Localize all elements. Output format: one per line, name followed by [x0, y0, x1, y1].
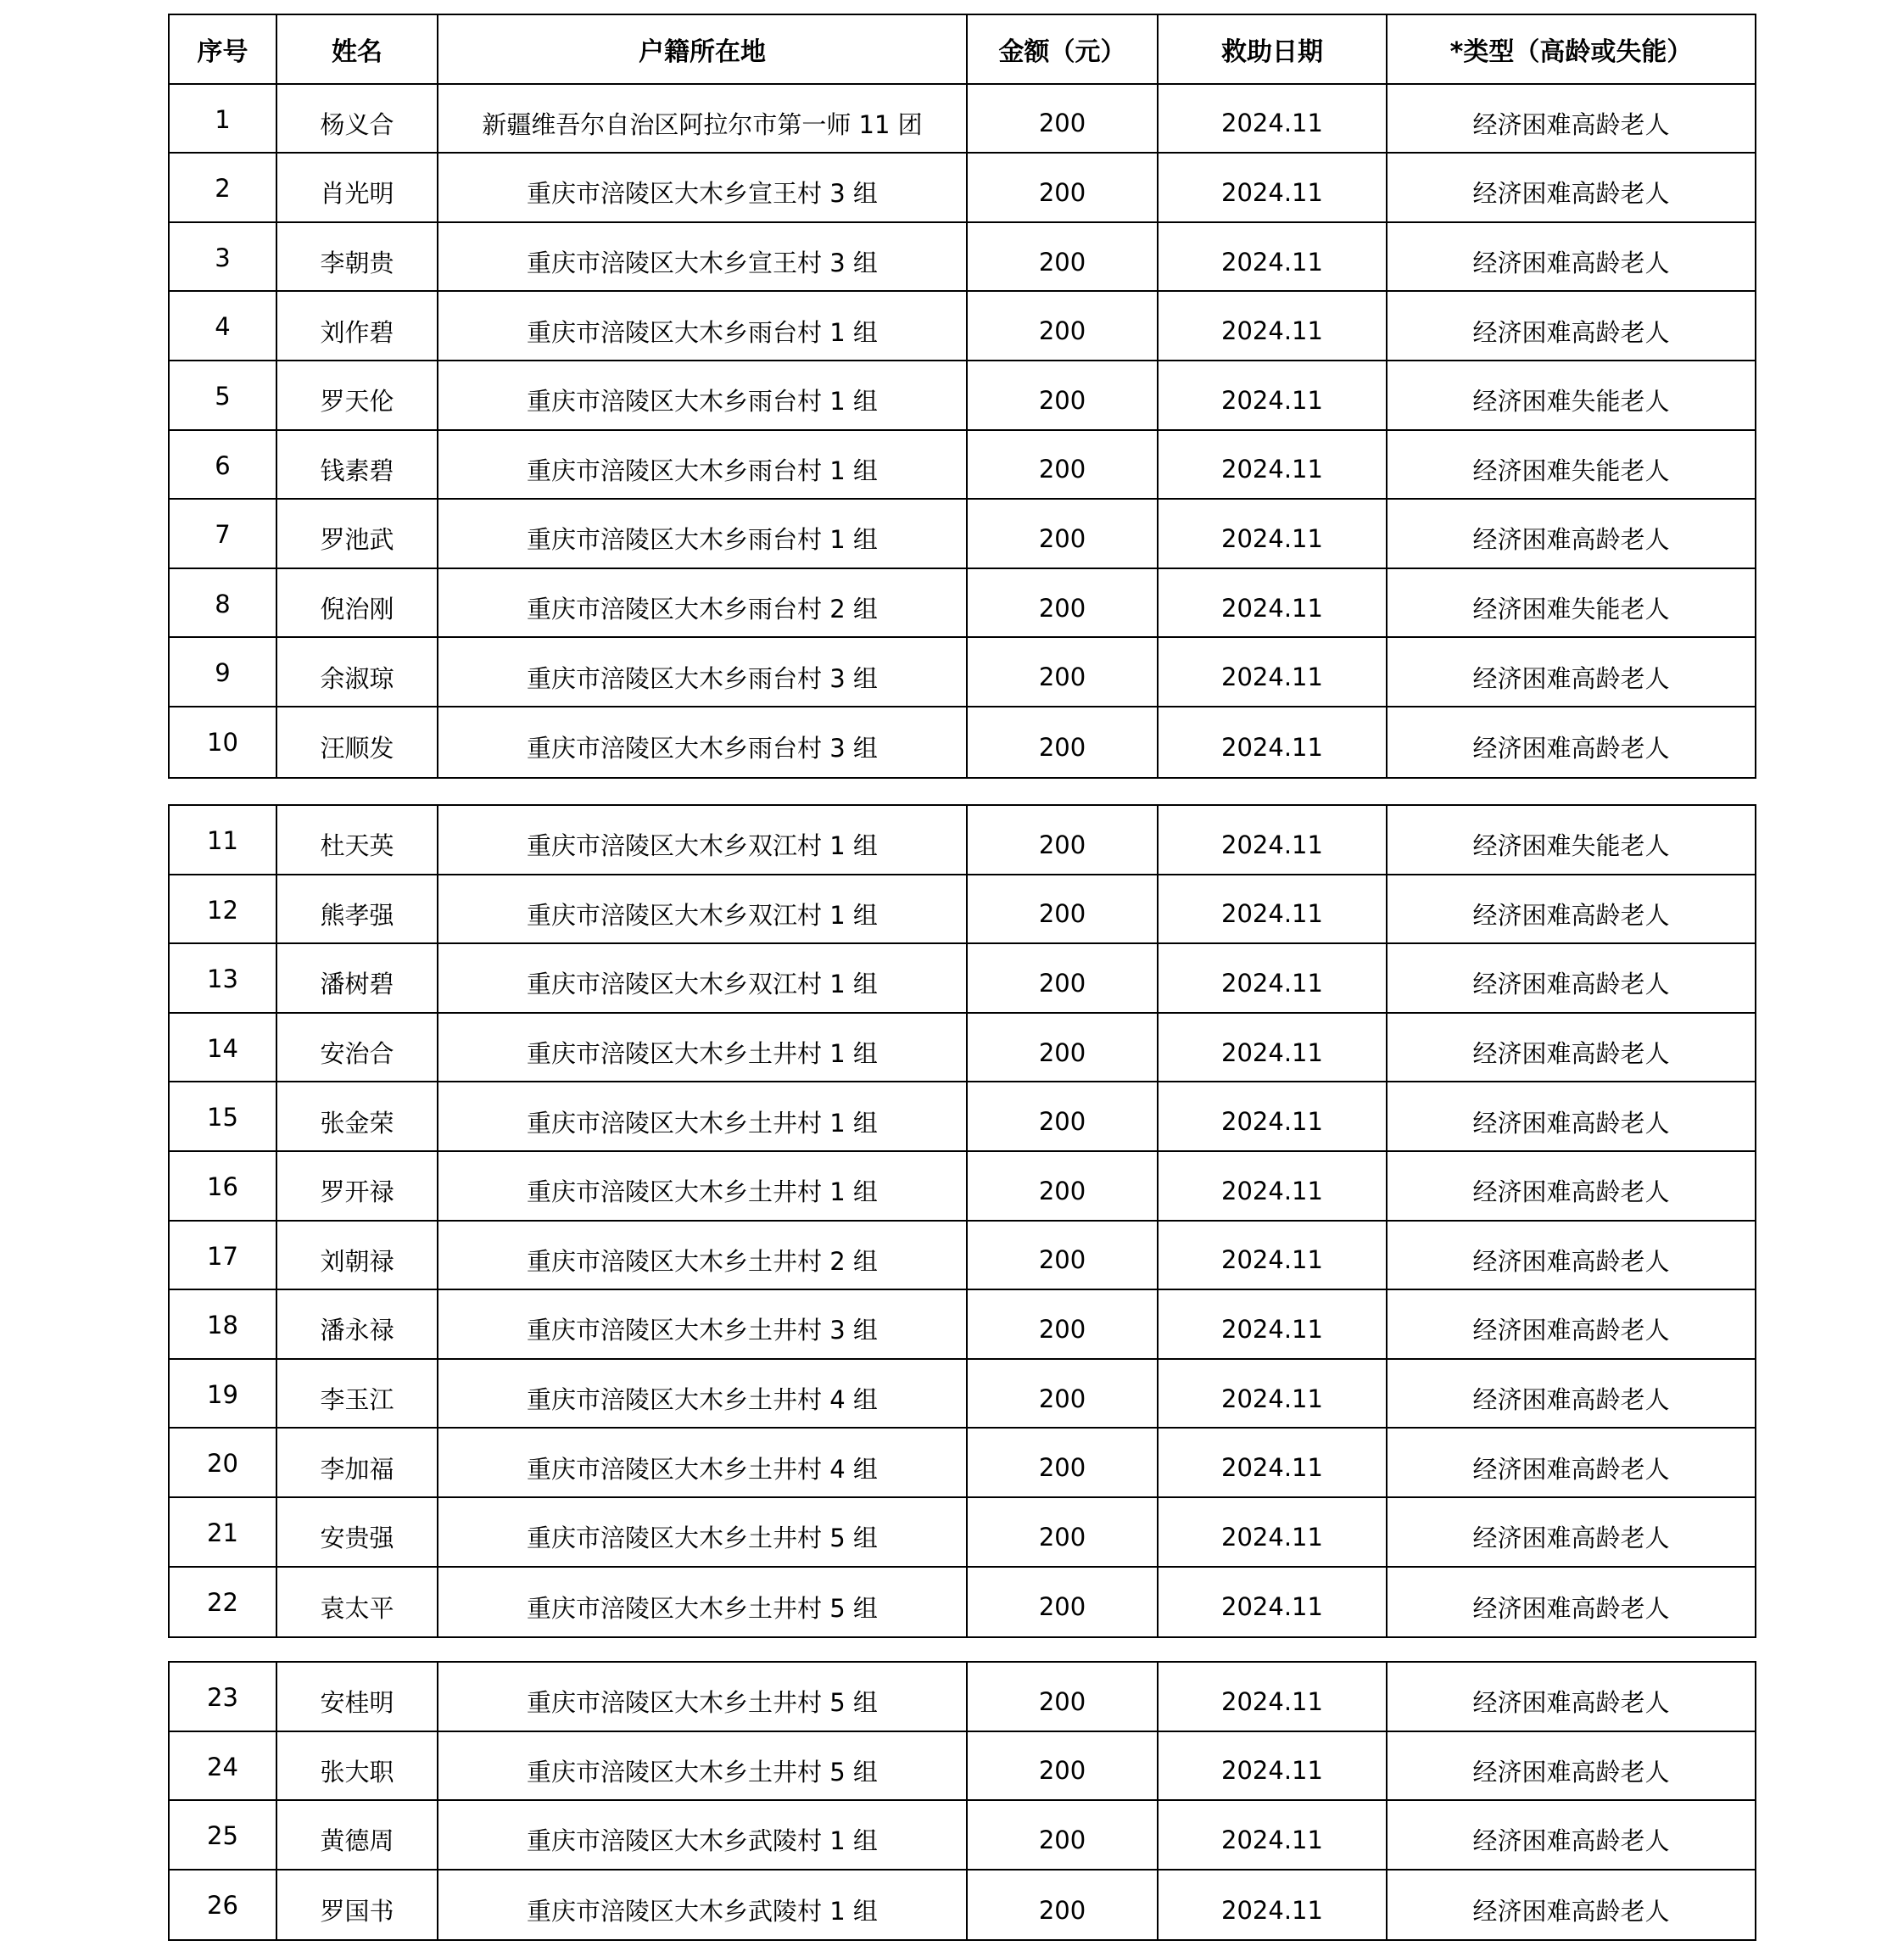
cell-amount: 200 [968, 806, 1159, 874]
cell-type: 经济困难高龄老人 [1472, 1524, 1670, 1553]
cell-name: 肖光明 [277, 154, 438, 221]
table-row [170, 361, 1755, 431]
cell-aid-date: 2024.11 [1159, 1498, 1388, 1566]
cell-type: 经济困难高龄老人 [1472, 525, 1670, 555]
cell-aid-date: 2024.11 [1159, 1360, 1388, 1428]
cell-amount: 200 [968, 1871, 1159, 1940]
cell-registered-residence: 重庆市涪陵区大木乡雨台村 1 组 [438, 500, 968, 568]
cell-type: 经济困难高龄老人 [1472, 734, 1670, 763]
cell-name: 李加福 [277, 1429, 438, 1496]
table-row [170, 500, 1755, 569]
cell-name: 袁太平 [277, 1568, 438, 1637]
cell-amount: 200 [968, 1082, 1159, 1150]
cell-serial-number: 1 [170, 85, 277, 153]
cell-serial-number: 26 [170, 1871, 277, 1940]
cell-type: 经济困难失能老人 [1472, 831, 1670, 861]
cell-amount: 200 [968, 1222, 1159, 1289]
cell-aid-date: 2024.11 [1159, 1290, 1388, 1358]
cell-serial-number: 22 [170, 1568, 277, 1637]
cell-serial-number: 2 [170, 154, 277, 221]
cell-name: 余淑琼 [277, 638, 438, 706]
table-row [170, 1290, 1755, 1360]
cell-name: 倪治刚 [277, 569, 438, 637]
table-section-3 [168, 1661, 1756, 1941]
cell-registered-residence: 重庆市涪陵区大木乡土井村 5 组 [438, 1498, 968, 1566]
table-row [170, 1663, 1755, 1732]
cell-amount: 200 [968, 1568, 1159, 1637]
cell-amount: 200 [968, 638, 1159, 706]
cell-registered-residence: 重庆市涪陵区大木乡武陵村 1 组 [438, 1801, 968, 1869]
cell-serial-number: 11 [170, 806, 277, 874]
cell-serial-number: 20 [170, 1429, 277, 1496]
cell-amount: 200 [968, 1732, 1159, 1800]
cell-amount: 200 [968, 707, 1159, 777]
cell-registered-residence: 重庆市涪陵区大木乡双江村 1 组 [438, 806, 968, 874]
cell-type: 经济困难高龄老人 [1472, 1177, 1670, 1207]
cell-amount: 200 [968, 1360, 1159, 1428]
table-row [170, 1498, 1755, 1568]
cell-type: 经济困难高龄老人 [1472, 1039, 1670, 1069]
cell-amount: 200 [968, 361, 1159, 429]
cell-type: 经济困难高龄老人 [1472, 1316, 1670, 1345]
cell-amount: 200 [968, 223, 1159, 291]
cell-aid-date: 2024.11 [1159, 875, 1388, 943]
cell-registered-residence: 重庆市涪陵区大木乡土井村 1 组 [438, 1082, 968, 1150]
cell-type: 经济困难高龄老人 [1472, 1385, 1670, 1415]
cell-aid-date: 2024.11 [1159, 569, 1388, 637]
cell-aid-date: 2024.11 [1159, 1801, 1388, 1869]
cell-name: 安治合 [277, 1014, 438, 1082]
cell-aid-date: 2024.11 [1159, 707, 1388, 777]
cell-serial-number: 6 [170, 431, 277, 499]
cell-registered-residence: 重庆市涪陵区大木乡雨台村 2 组 [438, 569, 968, 637]
table-row [170, 85, 1755, 154]
cell-name: 罗池武 [277, 500, 438, 568]
cell-aid-date: 2024.11 [1159, 1014, 1388, 1082]
cell-name: 李朝贵 [277, 223, 438, 291]
cell-aid-date: 2024.11 [1159, 1663, 1388, 1731]
cell-name: 潘永禄 [277, 1290, 438, 1358]
cell-name: 刘作碧 [277, 292, 438, 360]
header-aid-date: 救助日期 [1159, 15, 1388, 83]
cell-type: 经济困难高龄老人 [1472, 970, 1670, 999]
cell-type: 经济困难失能老人 [1472, 387, 1670, 417]
cell-amount: 200 [968, 292, 1159, 360]
cell-type: 经济困难高龄老人 [1472, 109, 1670, 139]
cell-aid-date: 2024.11 [1159, 1152, 1388, 1220]
table-row [170, 1082, 1755, 1152]
table-row [170, 569, 1755, 639]
cell-serial-number: 10 [170, 707, 277, 777]
cell-type: 经济困难失能老人 [1472, 456, 1670, 485]
cell-registered-residence: 重庆市涪陵区大木乡雨台村 1 组 [438, 292, 968, 360]
table-row [170, 154, 1755, 223]
cell-type: 经济困难高龄老人 [1472, 663, 1670, 693]
cell-name: 黄德周 [277, 1801, 438, 1869]
cell-aid-date: 2024.11 [1159, 638, 1388, 706]
cell-serial-number: 19 [170, 1360, 277, 1428]
cell-serial-number: 18 [170, 1290, 277, 1358]
table-row [170, 431, 1755, 500]
cell-type: 经济困难高龄老人 [1472, 1246, 1670, 1276]
cell-type: 经济困难高龄老人 [1472, 900, 1670, 930]
cell-amount: 200 [968, 431, 1159, 499]
table-header-row [170, 15, 1755, 85]
cell-name: 潘树碧 [277, 944, 438, 1012]
cell-type: 经济困难高龄老人 [1472, 1593, 1670, 1623]
cell-registered-residence: 重庆市涪陵区大木乡双江村 1 组 [438, 944, 968, 1012]
cell-aid-date: 2024.11 [1159, 1568, 1388, 1637]
table-row [170, 1732, 1755, 1802]
cell-serial-number: 23 [170, 1663, 277, 1731]
cell-registered-residence: 重庆市涪陵区大木乡土井村 5 组 [438, 1663, 968, 1731]
cell-name: 钱素碧 [277, 431, 438, 499]
cell-aid-date: 2024.11 [1159, 944, 1388, 1012]
cell-registered-residence: 重庆市涪陵区大木乡土井村 1 组 [438, 1152, 968, 1220]
cell-name: 罗开禄 [277, 1152, 438, 1220]
cell-registered-residence: 重庆市涪陵区大木乡土井村 4 组 [438, 1360, 968, 1428]
table-row [170, 707, 1755, 777]
header-serial-number: 序号 [170, 15, 277, 83]
table-row [170, 1568, 1755, 1637]
cell-amount: 200 [968, 944, 1159, 1012]
cell-registered-residence: 新疆维吾尔自治区阿拉尔市第一师 11 团 [438, 85, 968, 153]
cell-amount: 200 [968, 1498, 1159, 1566]
cell-amount: 200 [968, 1801, 1159, 1869]
cell-aid-date: 2024.11 [1159, 154, 1388, 221]
table-row [170, 1429, 1755, 1498]
cell-name: 罗天伦 [277, 361, 438, 429]
cell-type: 经济困难高龄老人 [1472, 1826, 1670, 1856]
cell-name: 杨义合 [277, 85, 438, 153]
cell-registered-residence: 重庆市涪陵区大木乡雨台村 3 组 [438, 638, 968, 706]
cell-name: 杜天英 [277, 806, 438, 874]
cell-registered-residence: 重庆市涪陵区大木乡土井村 5 组 [438, 1732, 968, 1800]
cell-amount: 200 [968, 1152, 1159, 1220]
header-registered-residence: 户籍所在地 [438, 15, 968, 83]
cell-amount: 200 [968, 1290, 1159, 1358]
cell-type: 经济困难高龄老人 [1472, 317, 1670, 347]
cell-aid-date: 2024.11 [1159, 1429, 1388, 1496]
cell-registered-residence: 重庆市涪陵区大木乡宣王村 3 组 [438, 154, 968, 221]
cell-registered-residence: 重庆市涪陵区大木乡土井村 3 组 [438, 1290, 968, 1358]
table-row [170, 292, 1755, 361]
table-row [170, 806, 1755, 875]
cell-amount: 200 [968, 85, 1159, 153]
cell-serial-number: 25 [170, 1801, 277, 1869]
cell-registered-residence: 重庆市涪陵区大木乡雨台村 1 组 [438, 361, 968, 429]
cell-serial-number: 15 [170, 1082, 277, 1150]
cell-type: 经济困难高龄老人 [1472, 1897, 1670, 1926]
cell-name: 熊孝强 [277, 875, 438, 943]
table-section-2 [168, 804, 1756, 1638]
cell-type: 经济困难高龄老人 [1472, 179, 1670, 209]
table-row [170, 1801, 1755, 1871]
cell-serial-number: 9 [170, 638, 277, 706]
cell-serial-number: 14 [170, 1014, 277, 1082]
cell-type: 经济困难高龄老人 [1472, 1757, 1670, 1787]
cell-registered-residence: 重庆市涪陵区大木乡土井村 1 组 [438, 1014, 968, 1082]
cell-amount: 200 [968, 1429, 1159, 1496]
cell-registered-residence: 重庆市涪陵区大木乡双江村 1 组 [438, 875, 968, 943]
cell-type: 经济困难失能老人 [1472, 595, 1670, 624]
header-type: *类型（高龄或失能） [1449, 36, 1693, 67]
cell-aid-date: 2024.11 [1159, 1871, 1388, 1940]
cell-aid-date: 2024.11 [1159, 361, 1388, 429]
table-row [170, 1360, 1755, 1429]
cell-serial-number: 17 [170, 1222, 277, 1289]
cell-aid-date: 2024.11 [1159, 1082, 1388, 1150]
cell-registered-residence: 重庆市涪陵区大木乡雨台村 3 组 [438, 707, 968, 777]
cell-registered-residence: 重庆市涪陵区大木乡土井村 5 组 [438, 1568, 968, 1637]
cell-aid-date: 2024.11 [1159, 500, 1388, 568]
cell-serial-number: 5 [170, 361, 277, 429]
table-row [170, 638, 1755, 707]
cell-amount: 200 [968, 569, 1159, 637]
cell-type: 经济困难高龄老人 [1472, 249, 1670, 278]
cell-aid-date: 2024.11 [1159, 1222, 1388, 1289]
cell-amount: 200 [968, 875, 1159, 943]
cell-amount: 200 [968, 1014, 1159, 1082]
cell-name: 刘朝禄 [277, 1222, 438, 1289]
table-row [170, 1222, 1755, 1291]
cell-serial-number: 8 [170, 569, 277, 637]
table-row [170, 223, 1755, 293]
cell-serial-number: 12 [170, 875, 277, 943]
cell-type: 经济困难高龄老人 [1472, 1454, 1670, 1484]
cell-registered-residence: 重庆市涪陵区大木乡雨台村 1 组 [438, 431, 968, 499]
cell-serial-number: 16 [170, 1152, 277, 1220]
cell-serial-number: 4 [170, 292, 277, 360]
cell-amount: 200 [968, 500, 1159, 568]
table-row [170, 944, 1755, 1014]
cell-aid-date: 2024.11 [1159, 431, 1388, 499]
cell-aid-date: 2024.11 [1159, 1732, 1388, 1800]
cell-amount: 200 [968, 154, 1159, 221]
table-row [170, 1152, 1755, 1222]
cell-serial-number: 3 [170, 223, 277, 291]
cell-name: 罗国书 [277, 1871, 438, 1940]
header-amount: 金额（元） [968, 15, 1159, 83]
cell-aid-date: 2024.11 [1159, 223, 1388, 291]
cell-registered-residence: 重庆市涪陵区大木乡土井村 4 组 [438, 1429, 968, 1496]
table-section-1 [168, 14, 1756, 779]
cell-aid-date: 2024.11 [1159, 85, 1388, 153]
table-row [170, 1014, 1755, 1083]
table-row [170, 875, 1755, 945]
cell-amount: 200 [968, 1663, 1159, 1731]
cell-aid-date: 2024.11 [1159, 292, 1388, 360]
cell-name: 安桂明 [277, 1663, 438, 1731]
cell-serial-number: 21 [170, 1498, 277, 1566]
cell-registered-residence: 重庆市涪陵区大木乡宣王村 3 组 [438, 223, 968, 291]
cell-serial-number: 7 [170, 500, 277, 568]
table-row [170, 1871, 1755, 1940]
cell-serial-number: 13 [170, 944, 277, 1012]
cell-aid-date: 2024.11 [1159, 806, 1388, 874]
cell-name: 汪顺发 [277, 707, 438, 777]
header-name: 姓名 [277, 15, 438, 83]
cell-type: 经济困难高龄老人 [1472, 1688, 1670, 1718]
cell-name: 张金荣 [277, 1082, 438, 1150]
cell-serial-number: 24 [170, 1732, 277, 1800]
cell-registered-residence: 重庆市涪陵区大木乡土井村 2 组 [438, 1222, 968, 1289]
cell-name: 李玉江 [277, 1360, 438, 1428]
cell-name: 张大职 [277, 1732, 438, 1800]
cell-name: 安贵强 [277, 1498, 438, 1566]
cell-registered-residence: 重庆市涪陵区大木乡武陵村 1 组 [438, 1871, 968, 1940]
cell-type: 经济困难高龄老人 [1472, 1108, 1670, 1138]
